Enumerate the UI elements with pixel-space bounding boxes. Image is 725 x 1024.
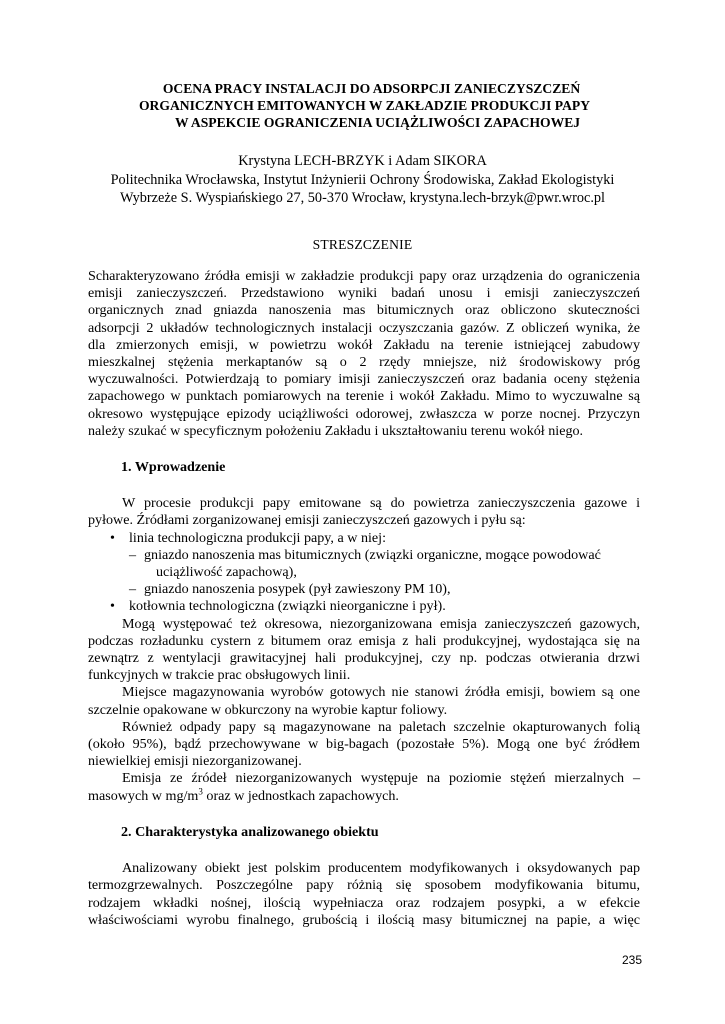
intro-line: W procesie produkcji papy emitowane są do powietrza zanieczyszczenia gazowe i	[122, 495, 640, 512]
abstract-line: Scharakteryzowano źródła emisji w zakładzie produkcji papy oraz urządzenia do ograniczenia	[88, 268, 640, 284]
title-line-1: OCENA PRACY INSTALACJI DO ADSORPCJI ZANIECZYSZCZEŃ	[162, 81, 581, 96]
paragraph-line: Mogą występować też okresowa, niezorganizowana emisja zanieczyszczeń gazowych,	[122, 615, 640, 632]
list-item-text: gniazdo nanoszenia posypek (pył zawieszony PM 10),	[144, 581, 451, 598]
text-run: masowych w mg/m	[88, 787, 199, 804]
abstract-line: mieszkalnej stężenia merkaptanów są o 2 rzędy mniejsze, niż środowiskowy próg	[88, 354, 640, 371]
paragraph-line: funkcyjnych w trakcie prac obsługowych linii.	[88, 667, 351, 684]
abstract-paragraph	[88, 268, 640, 440]
paragraph	[88, 616, 640, 685]
dash-icon: –	[129, 581, 137, 598]
abstract-line: dla zmierzonych emisji, w powietrzu wokół Zakładu na terenie istniejącej zabudowy	[88, 336, 640, 353]
superscript: 3	[198, 786, 203, 796]
paragraph-line: Miejsce magazynowania wyrobów gotowych nie stanowi źródła emisji, bowiem są one	[122, 684, 640, 701]
text-run: oraz w jednostkach zapachowych.	[202, 787, 399, 804]
paragraph-line: rodzajem wkładki nośnej, ilością wypełniacza oraz rodzajem posypki, a w efekcie	[88, 894, 640, 911]
paragraph-line: Również odpady papy są magazynowane na paletach szczelnie okapturowanych folią	[122, 718, 640, 735]
paragraph-line: zewnątrz z wentylacji grawitacyjnej hali produkcyjnej, czy np. podczas otwierania drzwi	[88, 650, 640, 667]
title-line-2: ORGANICZNYCH EMITOWANYCH W ZAKŁADZIE PRODUKCJI PAPY	[138, 98, 591, 113]
section-1-heading: 1. Wprowadzenie	[121, 459, 226, 476]
paper-title	[0, 80, 725, 131]
author-names: Krystyna LECH-BRZYK i Adam SIKORA	[238, 153, 487, 169]
paragraph	[88, 719, 640, 771]
author-address: Wybrzeże S. Wyspiańskiego 27, 50-370 Wrocław, krystyna.lech-brzyk@pwr.wroc.pl	[119, 190, 606, 206]
bullet-icon: •	[110, 529, 115, 546]
paragraph-line: niewielkiej emisji niezorganizowanej.	[88, 753, 302, 770]
abstract-line: wyczuwalności. Potwierdzają to pomiary imisji zanieczyszczeń oraz badania oceny stężenia	[88, 371, 640, 388]
paragraph	[88, 684, 640, 718]
abstract-line: organicznych znad gniazda nanoszenia mas bitumicznych oraz obliczono skuteczności	[88, 302, 640, 319]
list-item-text-continued: uciążliwość zapachową),	[156, 564, 297, 581]
author-block	[0, 152, 725, 208]
section-2-heading: 2. Charakterystyka analizowanego obiektu	[121, 823, 379, 840]
abstract-heading: STRESZCZENIE	[312, 237, 413, 252]
paragraph-line	[88, 788, 640, 805]
abstract-line: należy szukać w specyficznym położeniu Zakładu i ukształtowaniu terenu wokół niego.	[88, 422, 584, 439]
page-number: 235	[622, 953, 643, 967]
paragraph-line: Analizowany obiekt jest polskim producentem modyfikowanych i oksydowanych pap	[122, 860, 640, 877]
sub-list-item	[88, 547, 640, 581]
dash-icon: –	[129, 546, 137, 563]
abstract-line: zapachowego w punktach pomiarowych na terenie i wokół Zakładu. Mimo to wyczuwalne są	[88, 388, 640, 405]
list-item-text: linia technologiczna produkcji papy, a w niej:	[129, 529, 386, 546]
abstract-line: okresowo występujące epizody uciążliwości odorowej, zwłaszcza w porze nocnej. Przyczyn	[88, 405, 640, 422]
section-2-paragraph	[88, 860, 640, 929]
abstract-line: adsorpcji 2 układów technologicznych instalacji oczyszczania gazów. Z obliczeń wynika, że	[88, 319, 640, 336]
paragraph-line: podczas rozładunku cystern z bitumem oraz emisja z hali produkcyjnej, wydostająca się na	[88, 632, 640, 649]
source-list	[88, 530, 640, 616]
paragraph-line: Emisja ze źródeł niezorganizowanych występuje na poziomie stężeń mierzalnych –	[122, 770, 640, 787]
list-item	[88, 598, 640, 615]
bullet-icon: •	[110, 598, 115, 615]
paragraph	[88, 770, 640, 804]
list-item-text: kotłownia technologiczna (związki nieorganiczne i pył).	[129, 598, 446, 615]
paragraph-line: (około 95%), bądź przechowywane w big-bagach (pozostałe 5%). Mogą one być źródłem	[88, 736, 640, 753]
list-item-text: gniazdo nanoszenia mas bitumicznych (związki organiczne, mogące powodować	[144, 546, 601, 563]
abstract-line: emisji zanieczyszczeń. Przedstawiono wyniki badań unosu i emisji zanieczyszczeń	[88, 285, 640, 302]
author-affiliation: Politechnika Wrocławska, Instytut Inżynierii Ochrony Środowiska, Zakład Ekologistyki	[110, 171, 615, 188]
sub-list-item	[88, 581, 640, 598]
section-1-intro	[88, 495, 640, 529]
list-item	[88, 530, 640, 547]
title-line-3: W ASPEKCIE OGRANICZENIA UCIĄŻLIWOŚCI ZAPACHOWEJ	[174, 115, 581, 130]
intro-line: pyłowe. Źródłami zorganizowanej emisji zanieczyszczeń gazowych i pyłu są:	[88, 512, 526, 529]
body-text	[88, 268, 640, 929]
paragraph-line: właściwościami wyrobu finalnego, grubością i ilością masy bitumicznej na papie, a więc	[88, 911, 640, 928]
paragraph-line: termozgrzewalnych. Poszczególne papy różnią się sposobem modyfikowania bitumu,	[88, 877, 640, 894]
paragraph-line: szczelnie opakowane w obkurczony na wyrobie kaptur foliowy.	[88, 701, 448, 718]
